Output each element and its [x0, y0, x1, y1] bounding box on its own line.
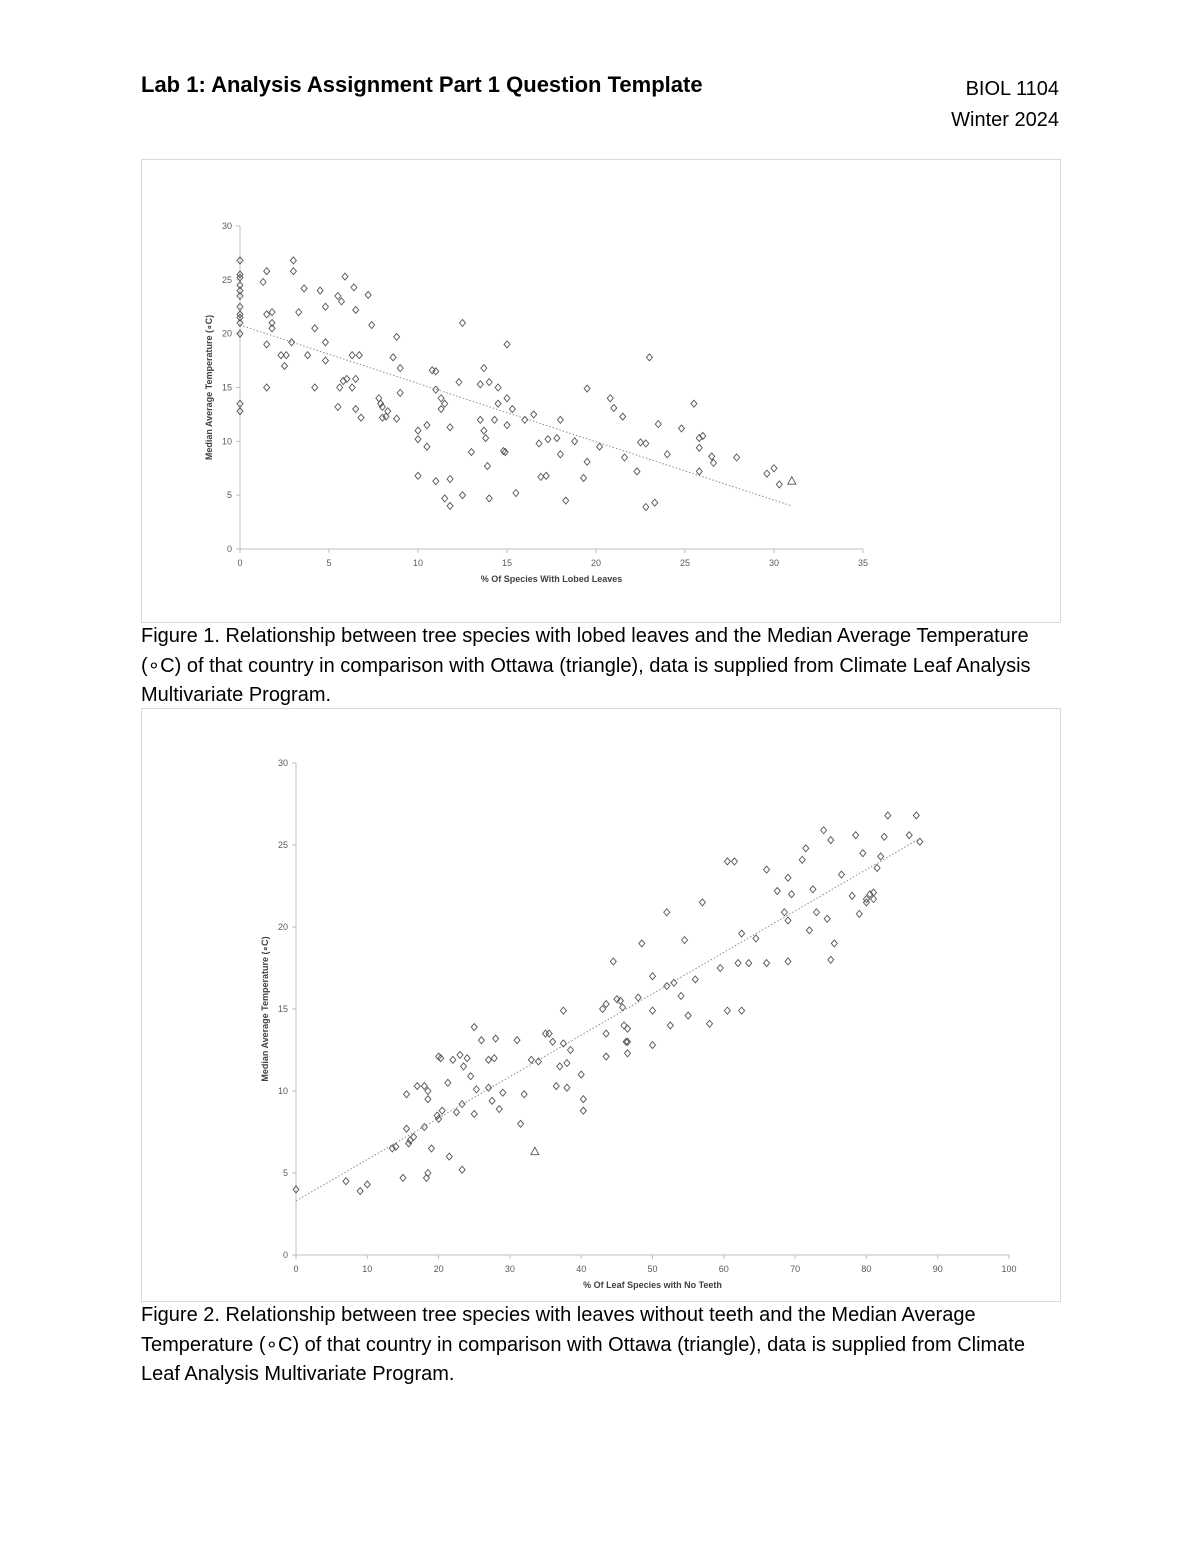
data-point [500, 1089, 506, 1096]
data-point [724, 1007, 730, 1014]
data-point [545, 436, 551, 443]
data-point [678, 992, 684, 999]
y-tick-label: 20 [277, 922, 288, 932]
data-point [504, 341, 510, 348]
data-point [853, 832, 859, 839]
data-point [312, 384, 318, 391]
data-point [483, 435, 489, 442]
data-point [580, 1096, 586, 1103]
data-point [678, 425, 684, 432]
x-tick-label: 30 [504, 1264, 515, 1274]
data-point [584, 458, 590, 465]
data-point [860, 850, 866, 857]
data-point [620, 413, 626, 420]
data-point [305, 352, 311, 359]
data-point [518, 1120, 524, 1127]
data-point [301, 285, 307, 292]
data-point [337, 384, 343, 391]
data-point [557, 416, 563, 423]
data-point [538, 473, 544, 480]
data-point [495, 400, 501, 407]
data-point [492, 416, 498, 423]
data-point [521, 1091, 527, 1098]
data-point [685, 1012, 691, 1019]
data-point [415, 427, 421, 434]
data-point [650, 973, 656, 980]
data-point [491, 1055, 497, 1062]
data-point [394, 333, 400, 340]
data-point [496, 1106, 502, 1113]
data-point [621, 454, 627, 461]
data-point [691, 400, 697, 407]
data-point [550, 1038, 556, 1045]
data-point [789, 891, 795, 898]
data-point [513, 490, 519, 497]
figure-1-svg [142, 160, 1060, 622]
y-tick-label: 15 [277, 1004, 288, 1014]
data-point [913, 812, 919, 819]
data-point [484, 463, 490, 470]
x-tick-label: 5 [326, 558, 332, 568]
data-point [447, 502, 453, 509]
data-point [390, 354, 396, 361]
data-point [664, 983, 670, 990]
data-point [478, 1037, 484, 1044]
data-point [522, 416, 528, 423]
data-point [771, 465, 777, 472]
data-point [785, 917, 791, 924]
y-tick-label: 0 [282, 1250, 288, 1260]
data-point [828, 837, 834, 844]
data-point [343, 1178, 349, 1185]
data-point [774, 887, 780, 894]
data-point [785, 874, 791, 881]
y-tick-label: 25 [277, 840, 288, 850]
data-point [597, 443, 603, 450]
data-point [553, 1083, 559, 1090]
data-point [397, 389, 403, 396]
data-point [667, 1022, 673, 1029]
data-point [917, 838, 923, 845]
trendline [240, 325, 792, 506]
data-point [394, 415, 400, 422]
data-point [322, 357, 328, 364]
data-point [353, 306, 359, 313]
data-point [806, 927, 812, 934]
data-point [611, 404, 617, 411]
data-point [528, 1056, 534, 1063]
data-point [486, 495, 492, 502]
data-point [342, 273, 348, 280]
data-point [603, 1053, 609, 1060]
data-point [369, 322, 375, 329]
data-point [456, 379, 462, 386]
page-title: Lab 1: Analysis Assignment Part 1 Question Template [141, 72, 703, 97]
data-point [317, 287, 323, 294]
ottawa-point [788, 477, 796, 485]
x-tick-label: 10 [362, 1264, 373, 1274]
term: Winter 2024 [951, 109, 1059, 131]
data-point [655, 421, 661, 428]
data-point [338, 298, 344, 305]
data-point [856, 910, 862, 917]
data-point [664, 909, 670, 916]
data-point [415, 472, 421, 479]
data-point [464, 1055, 470, 1062]
data-point [584, 385, 590, 392]
data-point [335, 292, 341, 299]
x-axis-title: % Of Leaf Species with No Teeth [583, 1280, 722, 1290]
data-point [803, 845, 809, 852]
y-tick-label: 20 [221, 328, 232, 339]
data-point [461, 1063, 467, 1070]
data-point [460, 492, 466, 499]
figure-1-chart [141, 159, 1061, 623]
y-tick-label: 0 [226, 544, 232, 554]
data-point [664, 451, 670, 458]
data-point [696, 444, 702, 451]
data-point [468, 1073, 474, 1080]
data-point [404, 1091, 410, 1098]
data-point [828, 956, 834, 963]
data-point [643, 440, 649, 447]
figure-1-caption: Figure 1. Relationship between tree species with lobed leaves and the Median Average Temperature (∘C) of that country in comparison with Ottawa (triangle), data is supplied from Climate Leaf Analysis Multivariate Program. [141, 625, 1031, 706]
data-point [438, 395, 444, 402]
y-tick-label: 25 [221, 274, 232, 285]
data-point [696, 468, 702, 475]
data-point [486, 379, 492, 386]
data-point [357, 1188, 363, 1195]
figure-2-chart [141, 708, 1061, 1302]
data-point [557, 1063, 563, 1070]
data-point [610, 958, 616, 965]
data-point [471, 1024, 477, 1031]
data-point [260, 278, 266, 285]
data-point [906, 832, 912, 839]
y-tick-label: 5 [282, 1168, 288, 1178]
data-point [453, 1109, 459, 1116]
data-point [849, 892, 855, 899]
data-point [813, 909, 819, 916]
data-point [699, 899, 705, 906]
data-point [652, 499, 658, 506]
data-point [746, 960, 752, 967]
data-point [564, 1084, 570, 1091]
data-point [543, 472, 549, 479]
x-tick-label: 15 [501, 558, 513, 568]
data-point [650, 1042, 656, 1049]
data-point [447, 424, 453, 431]
data-point [486, 1056, 492, 1063]
x-tick-label: 100 [1001, 1264, 1017, 1274]
data-point [607, 395, 613, 402]
data-point [349, 384, 355, 391]
x-tick-label: 25 [679, 558, 691, 568]
data-point [776, 481, 782, 488]
data-point [457, 1051, 463, 1058]
y-axis-title: Median Average Temperature (∘C) [260, 936, 270, 1082]
x-tick-label: 10 [412, 558, 424, 568]
data-point [356, 352, 362, 359]
data-point [764, 470, 770, 477]
data-point [358, 414, 364, 421]
data-point [635, 994, 641, 1001]
x-axis-title: % Of Species With Lobed Leaves [480, 574, 623, 584]
data-point [734, 454, 740, 461]
x-tick-label: 20 [590, 558, 602, 568]
data-point [442, 400, 448, 407]
y-tick-label: 10 [277, 1086, 288, 1096]
data-point [290, 268, 296, 275]
data-point [554, 435, 560, 442]
data-point [264, 384, 270, 391]
data-point [264, 268, 270, 275]
data-point [710, 459, 716, 466]
data-point [514, 1037, 520, 1044]
data-point [397, 365, 403, 372]
data-point [446, 1153, 452, 1160]
data-point [353, 406, 359, 413]
data-point [428, 1145, 434, 1152]
data-point [433, 386, 439, 393]
data-point [821, 827, 827, 834]
data-point [447, 476, 453, 483]
data-point [411, 1133, 417, 1140]
data-point [477, 381, 483, 388]
data-point [603, 1030, 609, 1037]
data-point [477, 416, 483, 423]
data-point [764, 866, 770, 873]
data-point [335, 403, 341, 410]
data-point [504, 422, 510, 429]
data-point [650, 1007, 656, 1014]
data-point [764, 960, 770, 967]
x-tick-label: 35 [857, 558, 869, 568]
x-tick-label: 70 [790, 1264, 801, 1274]
data-point [646, 354, 652, 361]
data-point [433, 478, 439, 485]
data-point [438, 406, 444, 413]
data-point [351, 284, 357, 291]
data-point [400, 1174, 406, 1181]
y-tick-label: 10 [221, 436, 232, 447]
x-tick-label: 60 [718, 1264, 729, 1274]
data-point [739, 930, 745, 937]
data-point [885, 812, 891, 819]
data-point [459, 1101, 465, 1108]
figure-2-svg [142, 709, 1060, 1301]
data-point [365, 291, 371, 298]
data-point [322, 339, 328, 346]
data-point [349, 352, 355, 359]
data-point [581, 474, 587, 481]
x-tick-label: 90 [932, 1264, 943, 1274]
data-point [353, 375, 359, 382]
x-tick-label: 30 [768, 558, 780, 568]
data-point [731, 858, 737, 865]
x-tick-label: 80 [861, 1264, 872, 1274]
data-point [692, 976, 698, 983]
data-point [471, 1110, 477, 1117]
data-point [724, 858, 730, 865]
data-point [838, 871, 844, 878]
data-point [459, 1166, 465, 1173]
data-point [425, 1096, 431, 1103]
data-point [364, 1181, 370, 1188]
data-point [707, 1020, 713, 1027]
data-point [753, 935, 759, 942]
x-tick-label: 0 [293, 1264, 299, 1274]
data-point [578, 1071, 584, 1078]
data-point [312, 325, 318, 332]
data-point [580, 1107, 586, 1114]
ottawa-point [531, 1147, 539, 1155]
data-point [717, 965, 723, 972]
data-point [557, 451, 563, 458]
data-point [785, 958, 791, 965]
data-point [881, 833, 887, 840]
data-point [442, 495, 448, 502]
figure-2-caption: Figure 2. Relationship between tree species with leaves without teeth and the Median Average Temperature (∘C) of that country in comparison with Ottawa (triangle), data is supplied from Climate Leaf Analysis Multivariate Program. [141, 1304, 1025, 1385]
trendline [296, 838, 920, 1200]
y-tick-label: 30 [221, 221, 232, 231]
course-code: BIOL 1104 [965, 78, 1059, 100]
data-point [572, 438, 578, 445]
data-point [810, 886, 816, 893]
data-point [404, 1125, 410, 1132]
data-point [621, 1022, 627, 1029]
data-point [824, 915, 830, 922]
data-point [739, 1007, 745, 1014]
data-point [634, 468, 640, 475]
data-point [493, 1035, 499, 1042]
data-point [625, 1050, 631, 1057]
data-point [560, 1007, 566, 1014]
data-point [473, 1086, 479, 1093]
data-point [536, 440, 542, 447]
x-tick-label: 40 [576, 1264, 587, 1274]
data-point [450, 1056, 456, 1063]
data-point [460, 319, 466, 326]
data-point [831, 940, 837, 947]
data-point [638, 439, 644, 446]
data-point [264, 341, 270, 348]
data-point [709, 453, 715, 460]
data-point [878, 853, 884, 860]
data-point [625, 1025, 631, 1032]
data-point [322, 303, 328, 310]
x-tick-label: 0 [237, 558, 243, 568]
data-point [563, 497, 569, 504]
data-point [424, 443, 430, 450]
data-point [282, 362, 288, 369]
y-tick-label: 15 [221, 382, 232, 393]
data-point [489, 1097, 495, 1104]
data-point [468, 449, 474, 456]
data-point [445, 1079, 451, 1086]
data-point [781, 909, 787, 916]
x-tick-label: 50 [647, 1264, 658, 1274]
data-point [564, 1060, 570, 1067]
x-tick-label: 20 [433, 1264, 444, 1274]
y-axis-title: Median Average Temperature (∘C) [204, 314, 214, 461]
data-point [495, 384, 501, 391]
data-point [509, 406, 515, 413]
data-point [643, 504, 649, 511]
data-point [290, 257, 296, 264]
data-point [531, 411, 537, 418]
data-point [481, 427, 487, 434]
data-point [799, 856, 805, 863]
data-point [504, 395, 510, 402]
y-tick-label: 5 [226, 490, 232, 501]
data-point [682, 937, 688, 944]
y-tick-label: 30 [277, 758, 288, 768]
course-info [951, 74, 1059, 136]
data-point [639, 940, 645, 947]
data-point [415, 436, 421, 443]
data-point [874, 864, 880, 871]
data-point [424, 422, 430, 429]
data-point [568, 1047, 574, 1054]
data-point [481, 365, 487, 372]
data-point [414, 1083, 420, 1090]
data-point [296, 309, 302, 316]
data-point [735, 960, 741, 967]
data-point [439, 1107, 445, 1114]
